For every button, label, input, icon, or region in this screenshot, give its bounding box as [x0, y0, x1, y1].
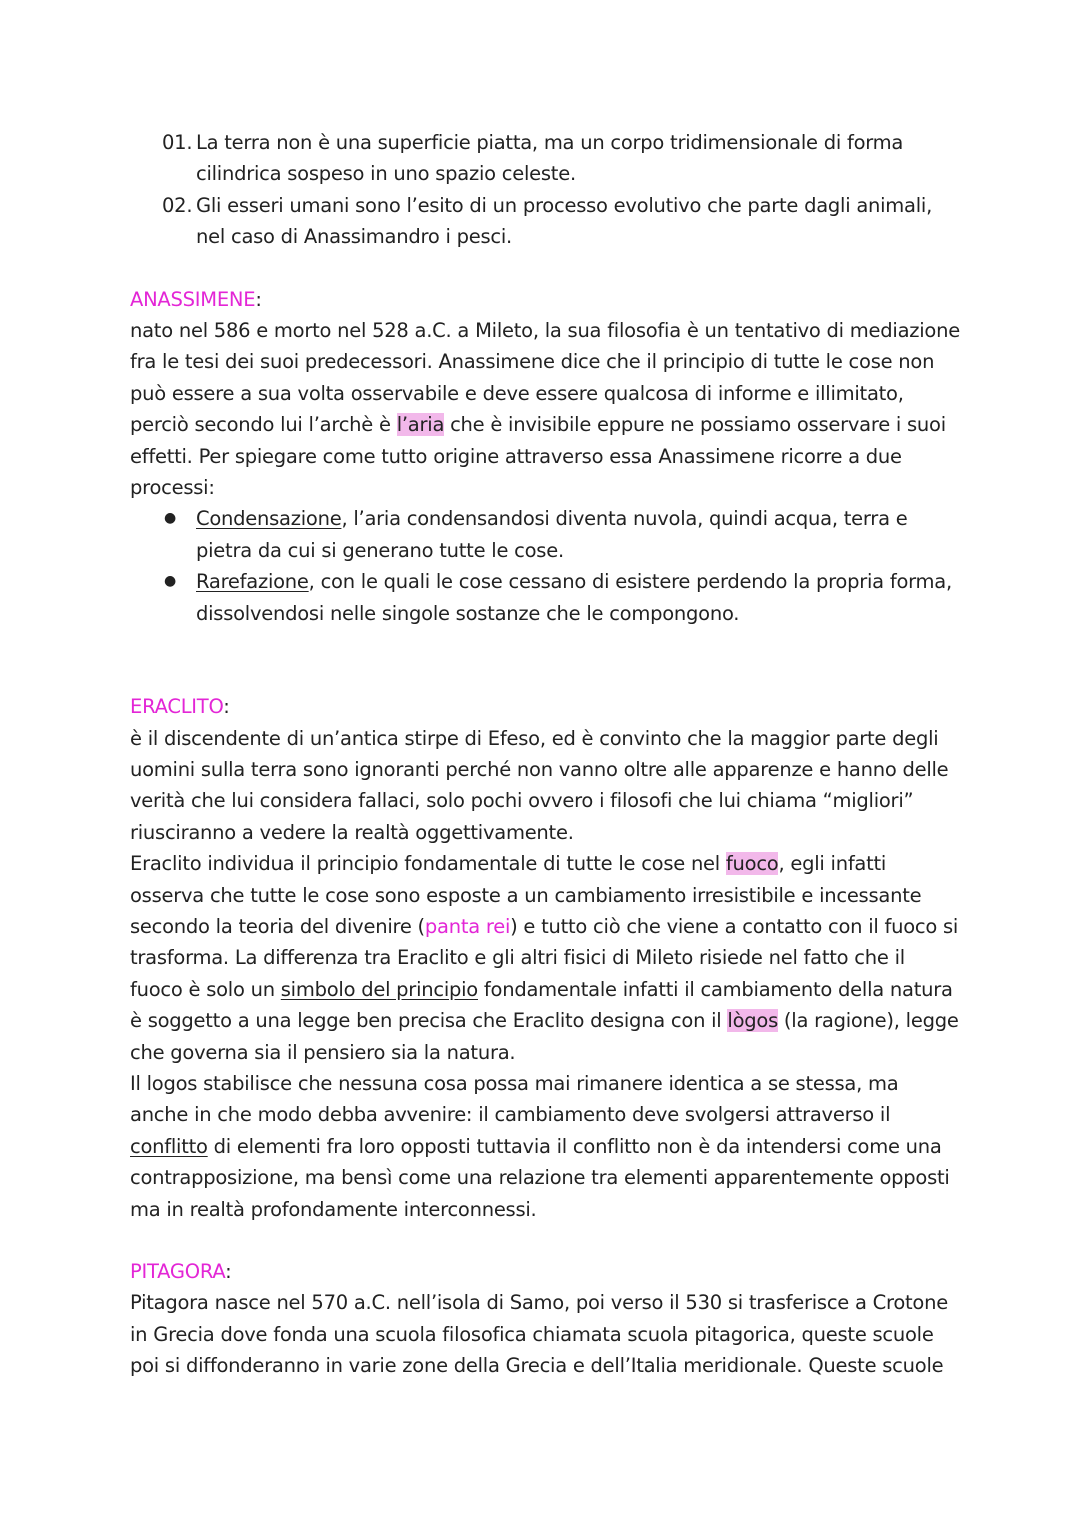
bullet-icon: ●: [164, 573, 176, 590]
heading-colon: :: [255, 287, 262, 311]
paragraph: [130, 1068, 960, 1225]
text-run: nato nel 586 e morto nel 528 a.C. a Mileto, la sua filosofia è un tentativo di mediazione fra le tesi dei suoi predecessori. Anassimene dice che il principio di tutte le cose non può essere a sua volta osservabile e deve essere qualcosa di informe e illimitato, perciò secondo lui l’archè è: [130, 319, 960, 437]
text-run: , l’aria condensandosi diventa nuvola, quindi acqua, terra e pietra da cui si generano tutte le cose.: [196, 507, 908, 562]
section-anassimene: [130, 284, 960, 629]
section-title: PITAGORA: [130, 1260, 226, 1283]
paragraph: Pitagora nasce nel 570 a.C. nell’isola di Samo, poi verso il 530 si trasferisce a Crotone in Grecia dove fonda una scuola filosofica chiamata scuola pitagorica, queste scuole poi si diffonderanno in varie zone della Grecia e dell’Italia meridionale. Queste scuole: [130, 1291, 948, 1378]
section-pitagora: [130, 1256, 960, 1382]
underlined-term: Condensazione: [196, 507, 342, 531]
list-item: [162, 190, 960, 253]
list-number: 02.: [162, 193, 193, 217]
section-heading: [130, 1256, 960, 1287]
heading-colon: :: [225, 1260, 232, 1283]
highlighted-term: l’aria: [396, 413, 445, 437]
list-item: [162, 127, 960, 190]
list-number: 01.: [162, 131, 193, 154]
paragraph: [130, 315, 960, 503]
text-run: (la ragione), legge che governa sia il pensiero sia la natura.: [130, 1009, 959, 1064]
pink-term: panta rei: [424, 914, 511, 938]
section-eraclito: [130, 691, 960, 1225]
section-heading: [130, 691, 960, 722]
document-page: [130, 127, 960, 1382]
list-item-text: La terra non è una superficie piatta, ma un corpo tridimensionale di forma cilindrica sospeso in uno spazio celeste.: [196, 131, 904, 186]
text-run: Il logos stabilisce che nessuna cosa possa mai rimanere identica a se stessa, ma anche in che modo debba avvenire: il cambiamento deve svolgersi attraverso il: [130, 1071, 899, 1127]
highlighted-term: lògos: [727, 1009, 778, 1033]
heading-colon: :: [223, 695, 230, 719]
underlined-term: Rarefazione: [196, 570, 309, 594]
bullet-list: [130, 503, 960, 629]
underlined-term: simbolo del principio: [280, 977, 478, 1001]
text-run: fondamentale infatti il cambiamento della natura è soggetto a una legge ben precisa che Eraclito designa con il: [130, 977, 953, 1033]
paragraph: [130, 848, 960, 1068]
text-run: , egli infatti osserva che tutte le cose sono esposte a un cambiamento irresistibile e incessante secondo la teoria del divenire (: [130, 852, 922, 938]
highlighted-term: fuoco: [725, 852, 779, 876]
numbered-list: [162, 127, 960, 253]
text-run: di elementi fra loro opposti tuttavia il conflitto non è da intendersi come una contrapposizione, ma bensì come una relazione tra elementi apparentemente opposti ma in realtà profondamente interconnessi.: [130, 1134, 950, 1221]
list-item: [164, 503, 960, 566]
underlined-term: conflitto: [130, 1134, 208, 1158]
text-run: ) e tutto ciò che viene a contatto con il fuoco si trasforma. La differenza tra Eraclito e gli altri fisici di Mileto risiede nel fatto che il fuoco è solo un: [130, 914, 959, 1001]
list-item-text: Gli esseri umani sono l’esito di un processo evolutivo che parte dagli animali, nel caso di Anassimandro i pesci.: [196, 193, 933, 249]
section-title: ERACLITO: [130, 695, 224, 719]
list-item: [164, 566, 960, 629]
section-heading: [130, 284, 960, 315]
text-run: che è invisibile eppure ne possiamo osservare i suoi effetti. Per spiegare come tutto origine attraverso essa Anassimene ricorre a due processi:: [130, 413, 946, 500]
bullet-icon: ●: [164, 510, 176, 527]
text-run: , con le quali le cose cessano di esistere perdendo la propria forma, dissolvendosi nelle singole sostanze che le compongono.: [196, 570, 952, 625]
paragraph: è il discendente di un’antica stirpe di Efeso, ed è convinto che la maggior parte degli uomini sulla terra sono ignoranti perché non vanno oltre alle apparenze e hanno delle verità che lui considera fallaci, solo pochi ovvero i filosofi che lui chiama “migliori” riusciranno a vedere la realtà oggettivamente.: [130, 726, 949, 844]
text-run: Eraclito individua il principio fondamentale di tutte le cose nel: [130, 852, 726, 876]
section-title: ANASSIMENE: [130, 287, 256, 311]
